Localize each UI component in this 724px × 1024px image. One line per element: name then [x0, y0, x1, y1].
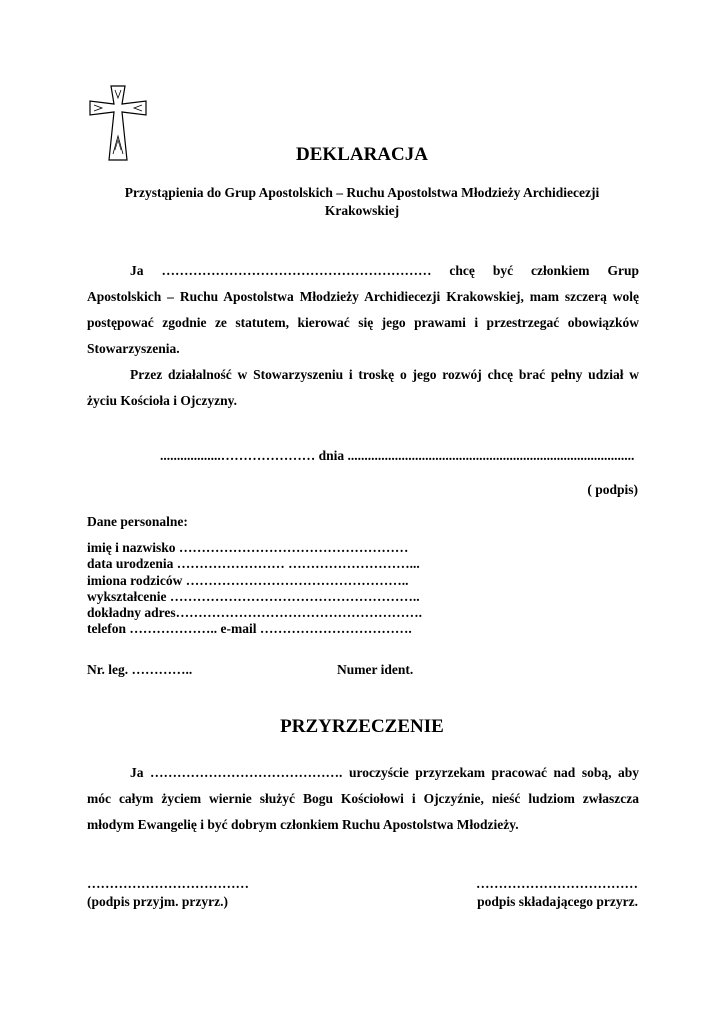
- promise-text: [87, 760, 639, 838]
- field-phone-email: telefon ……………….. e-mail …………………………….: [87, 621, 412, 637]
- personal-data-fields: [87, 540, 422, 638]
- declaration-paragraph-1: Ja …………………………………………………… chcę być członkiem Grup Apostolskich – Ruchu Apostolstwa Młodzieży Archidiecezji Krakowskiej, mam szczerą wolę postępować zgodnie ze statutem, kierować się jego prawami i przestrzegać obowiązków Stowarzyszenia.: [87, 263, 639, 356]
- signature-pledger: [476, 875, 638, 911]
- field-full-name: imię i nazwisko ……………………………………………: [87, 540, 409, 555]
- signature-receiver: [87, 875, 249, 911]
- signature-pledger-line: ………………………………: [476, 876, 638, 891]
- signature-pledger-label: podpis składającego przyrz.: [477, 894, 638, 909]
- id-card-number: Nr. leg. …………..: [87, 662, 193, 677]
- signature-label: ( podpis): [587, 482, 638, 497]
- promise-title: PRZYRZECZENIE: [280, 716, 444, 737]
- field-parents-names: imiona rodziców …………………………………………..: [87, 572, 409, 588]
- document-title: DEKLARACJA: [296, 144, 428, 165]
- promise-paragraph: Ja ……………………………………. uroczyście przyrzekam pracować nad sobą, aby móc całym życiem wiernie służyć Bogu Kościołowi i Ojczyźnie, nieść ludziom zwłaszcza młodym Ewangelię i być dobrym członkiem Ruchu Apostolstwa Młodzieży.: [87, 765, 639, 832]
- signature-receiver-line: ………………………………: [87, 876, 249, 891]
- field-birth-date: data urodzenia …………………… ………………………...: [87, 556, 420, 572]
- field-address: dokładny adres……………………………………………….: [87, 605, 423, 621]
- personal-data-heading: Dane personalne:: [87, 514, 188, 529]
- date-line: ..................………………… dnia .....................................................................................: [160, 448, 635, 463]
- declaration-text: [87, 258, 639, 414]
- signature-receiver-label: (podpis przyjm. przyrz.): [87, 894, 228, 909]
- ident-number: Numer ident.: [337, 662, 414, 677]
- document-subtitle: Przystąpienia do Grup Apostolskich – Ruchu Apostolstwa Młodzieży Archidiecezji Krakowskiej: [124, 185, 600, 218]
- declaration-paragraph-2: Przez działalność w Stowarzyszeniu i troskę o jego rozwój chcę brać pełny udział w życiu Kościoła i Ojczyzny.: [87, 367, 639, 408]
- field-education: wykształcenie ………………………………………………..: [87, 588, 420, 604]
